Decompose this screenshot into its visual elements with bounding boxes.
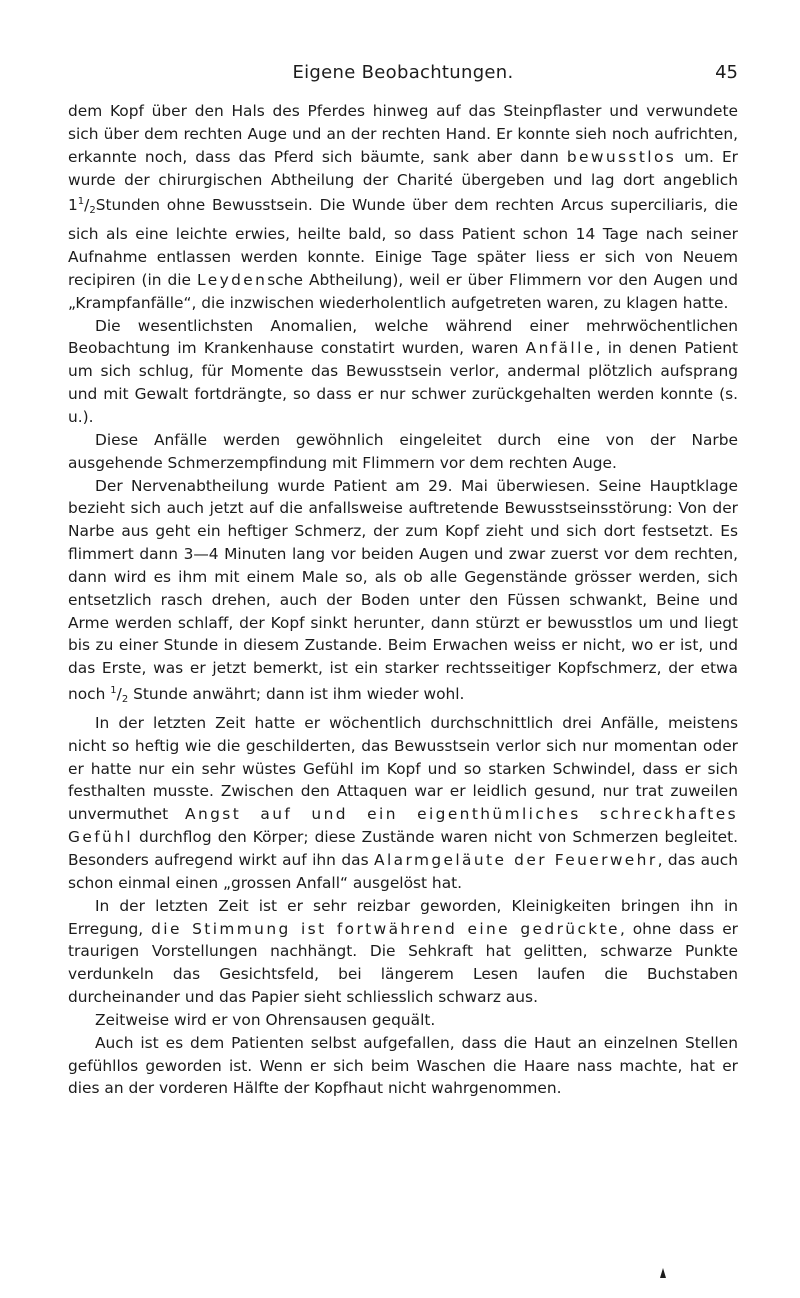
paragraph-1-emphasis-1: bewusstlos [566,147,677,166]
paragraph-6-part-b: , ohne dass er traurigen Vorstellungen nachhängt. Die Sehkraft hat gelitten, schwarze Punkte verdunkeln das Gesichtsfeld, bei längerem Lesen laufen die Buchstaben durcheinander und das Papier sieht schliesslich schwarz aus. [68,919,738,1007]
paragraph-4-part-b: Stunde anwährt; dann ist ihm wieder wohl. [128,685,465,704]
paragraph-1-part-b: um. Er wurde der chirurgischen Abtheilung der Charité übergeben und lag dort angeblich 1 [68,147,738,215]
paragraph-2-part-b: , in denen Patient um sich schlug, für Momente das Bewusstsein verlor, andermal plötzlich aufsprang und mit Gewalt fortdrängte, so dass er nur schwer zurückgehalten werden konnte (s. u.). [68,339,738,426]
fraction-numerator: 1 [110,685,117,697]
page-number: 45 [715,62,738,83]
page-header [68,62,738,92]
paragraph-2-part-a: Die wesentlichsten Anomalien, welche während einer mehrwöchentlichen Beobachtung im Krankenhause constatirt wurden, waren [68,316,738,358]
paragraph-5-part-b: durchflog den Körper; diese Zustände waren nicht von Schmerzen begleitet. Besonders aufregend wirkt auf ihn das [68,828,738,869]
paragraph-6-part-a: In der letzten Zeit ist er sehr reizbar geworden, Kleinigkeiten bringen ihn in Erregung, [68,896,738,938]
paragraph-4-part-a: Der Nervenabtheilung wurde Patient am 29. Mai überwiesen. Seine Hauptklage bezieht sich auch jetzt auf die anfallsweise auftretende Bewusstseinsstörung: Von der Narbe aus geht ein heftiger Schmerz, der zum Kopf zieht und sich dort festsetzt. Es flimmert dann 3—4 Minuten lang vor beiden Augen und zwar zuerst vor dem rechten, dann wird es ihm mit einem Male so, als ob alle Gegenstände grösser werden, sich entsetzlich rasch drehen, auch der Boden unter den Füssen schwankt, Beine und Arme werden schlaff, der Kopf sinkt herunter, dann stürzt er bewusstlos um und liegt bis zu einer Stunde in diesem Zustande. Beim Erwachen weiss er nicht, wo er ist, und das Erste, was er jetzt bemerkt, ist ein starker rechtsseitiger Kopfschmerz, der etwa noch [68,476,738,704]
paragraph-7: Zeitweise wird er von Ohrensausen gequält. [95,1010,436,1029]
running-title: Eigene Beobachtungen. [292,62,514,83]
paragraph-5 [68,712,738,895]
fraction-denominator: 2 [121,694,129,706]
fraction-denominator: 2 [89,205,96,217]
paragraph-1-part-d: sche Abtheilung), weil er über Flimmern vor den Augen und „Krampfanfälle“, die inzwischen wiederholentlich aufgetreten waren, zu klagen hatte. [68,270,739,312]
fraction-one-half: $^1/_2$ [110,685,129,706]
paragraph-6-emphasis-1: die Stimmung ist fortwährend eine gedrückte [151,919,620,938]
fraction-one-half: $^1/_2$ [77,196,96,217]
paragraph-1 [68,100,738,315]
paragraph-5-part-a: In der letzten Zeit hatte er wöchentlich durchschnittlich drei Anfälle, meistens nicht so heftig wie die geschilderten, das Bewusstsein verlor sich nur momentan oder er hatte nur ein sehr wüstes Gefühl im Kopf und so starken Schwindel, dass er sich festhalten musste. Zwischen den Attaquen war er leidlich gesund, nur trat zuweilen unvermuthet [68,713,738,824]
paragraph-5-part-c: , das auch schon einmal einen „grossen Anfall“ ausgelöst hat. [68,851,738,892]
paragraph-1-emphasis-2: Leyden [197,270,268,289]
paragraph-6 [68,895,738,1009]
paragraph-1-part-a: dem Kopf über den Hals des Pferdes hinweg auf das Steinpflaster und verwundete sich über dem rechten Auge und an der rechten Hand. Er konnte sieh noch aufrichten, erkannte noch, dass das Pferd sich bäumte, sank aber dann [68,102,738,166]
printer-mark-icon [660,1268,666,1278]
paragraph-2 [68,315,738,429]
fraction-numerator: 1 [77,196,85,208]
paragraph-5-emphasis-1: Angst auf und ein eigenthümliches schreckhaftes Gefühl [68,805,738,847]
body-text [68,100,738,1100]
paragraph-8: Auch ist es dem Patienten selbst aufgefallen, dass die Haut an einzelnen Stellen gefühllos geworden ist. Wenn er sich beim Waschen die Haare nass machte, hat er dies an der vorderen Hälfte der Kopfhaut nicht wahrgenommen. [68,1033,738,1098]
paragraph-3: Diese Anfälle werden gewöhnlich eingeleitet durch eine von der Narbe ausgehende Schmerzempfindung mit Flimmern vor dem rechten Auge. [68,430,738,472]
paragraph-1-part-c: Stunden ohne Bewusstsein. Die Wunde über dem rechten Arcus superciliaris, die sich als eine leichte erwies, heilte bald, so dass Patient schon 14 Tage nach seiner Aufnahme entlassen werden konnte. Einige Tage später liess er sich von Neuem recipiren (in die [68,196,738,289]
paragraph-4 [68,475,738,712]
paragraph-2-emphasis-1: Anfälle [525,339,596,358]
paragraph-5-emphasis-2: Alarmgeläute der Feuerwehr [374,851,658,869]
